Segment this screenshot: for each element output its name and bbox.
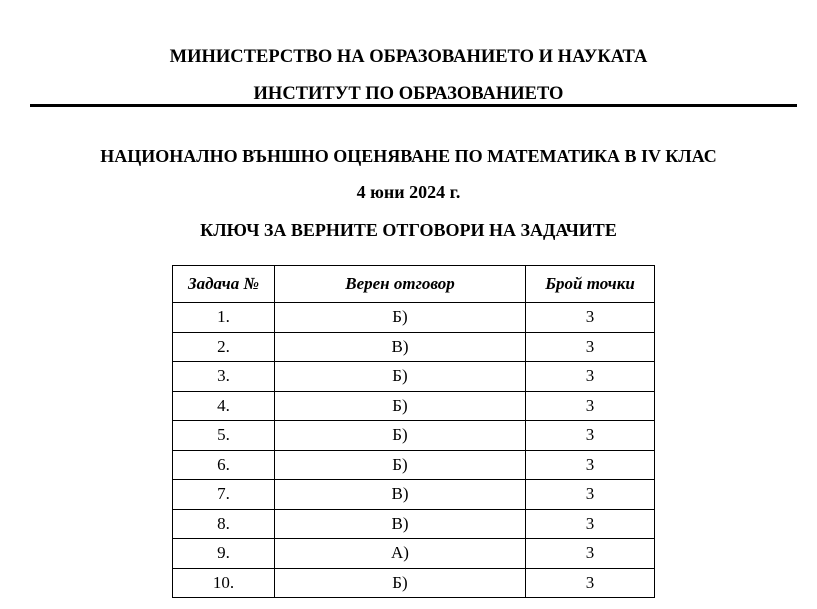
task-number-cell: 1. [173, 303, 275, 333]
task-number-cell: 9. [173, 539, 275, 569]
answer-key-title: КЛЮЧ ЗА ВЕРНИТЕ ОТГОВОРИ НА ЗАДАЧИТЕ [200, 220, 617, 240]
exam-date: 4 юни 2024 г. [356, 182, 461, 202]
task-number-cell: 7. [173, 480, 275, 510]
points-cell: 3 [526, 362, 655, 392]
points-cell: 3 [526, 391, 655, 421]
task-number-cell: 2. [173, 332, 275, 362]
table-row [173, 362, 655, 392]
institute-heading: ИНСТИТУТ ПО ОБРАЗОВАНИЕТО [253, 84, 564, 104]
correct-answer-cell: В) [275, 332, 526, 362]
task-number-header: Задача № [173, 266, 275, 303]
table-row [173, 391, 655, 421]
task-number-cell: 4. [173, 391, 275, 421]
answer-key-table [172, 265, 655, 598]
task-number-cell: 3. [173, 362, 275, 392]
correct-answer-cell: Б) [275, 362, 526, 392]
table-row [173, 303, 655, 333]
table-row [173, 539, 655, 569]
points-cell: 3 [526, 303, 655, 333]
correct-answer-cell: Б) [275, 391, 526, 421]
correct-answer-cell: В) [275, 509, 526, 539]
correct-answer-header: Верен отговор [275, 266, 526, 303]
points-cell: 3 [526, 421, 655, 451]
points-cell: 3 [526, 568, 655, 598]
header-divider [30, 104, 797, 107]
correct-answer-cell: Б) [275, 421, 526, 451]
table-row [173, 450, 655, 480]
task-number-cell: 10. [173, 568, 275, 598]
table-row [173, 421, 655, 451]
exam-title: НАЦИОНАЛНО ВЪНШНО ОЦЕНЯВАНЕ ПО МАТЕМАТИКА В IV КЛАС [100, 146, 717, 166]
points-cell: 3 [526, 450, 655, 480]
points-cell: 3 [526, 509, 655, 539]
table-row [173, 568, 655, 598]
table-header-row [173, 266, 655, 303]
correct-answer-cell: Б) [275, 568, 526, 598]
correct-answer-cell: Б) [275, 450, 526, 480]
points-cell: 3 [526, 539, 655, 569]
task-number-cell: 5. [173, 421, 275, 451]
table-row [173, 332, 655, 362]
correct-answer-cell: А) [275, 539, 526, 569]
correct-answer-cell: В) [275, 480, 526, 510]
ministry-heading: МИНИСТЕРСТВО НА ОБРАЗОВАНИЕТО И НАУКАТА [169, 47, 648, 67]
points-cell: 3 [526, 480, 655, 510]
points-cell: 3 [526, 332, 655, 362]
task-number-cell: 6. [173, 450, 275, 480]
task-number-cell: 8. [173, 509, 275, 539]
table-row [173, 509, 655, 539]
points-header: Брой точки [526, 266, 655, 303]
correct-answer-cell: Б) [275, 303, 526, 333]
table-row [173, 480, 655, 510]
